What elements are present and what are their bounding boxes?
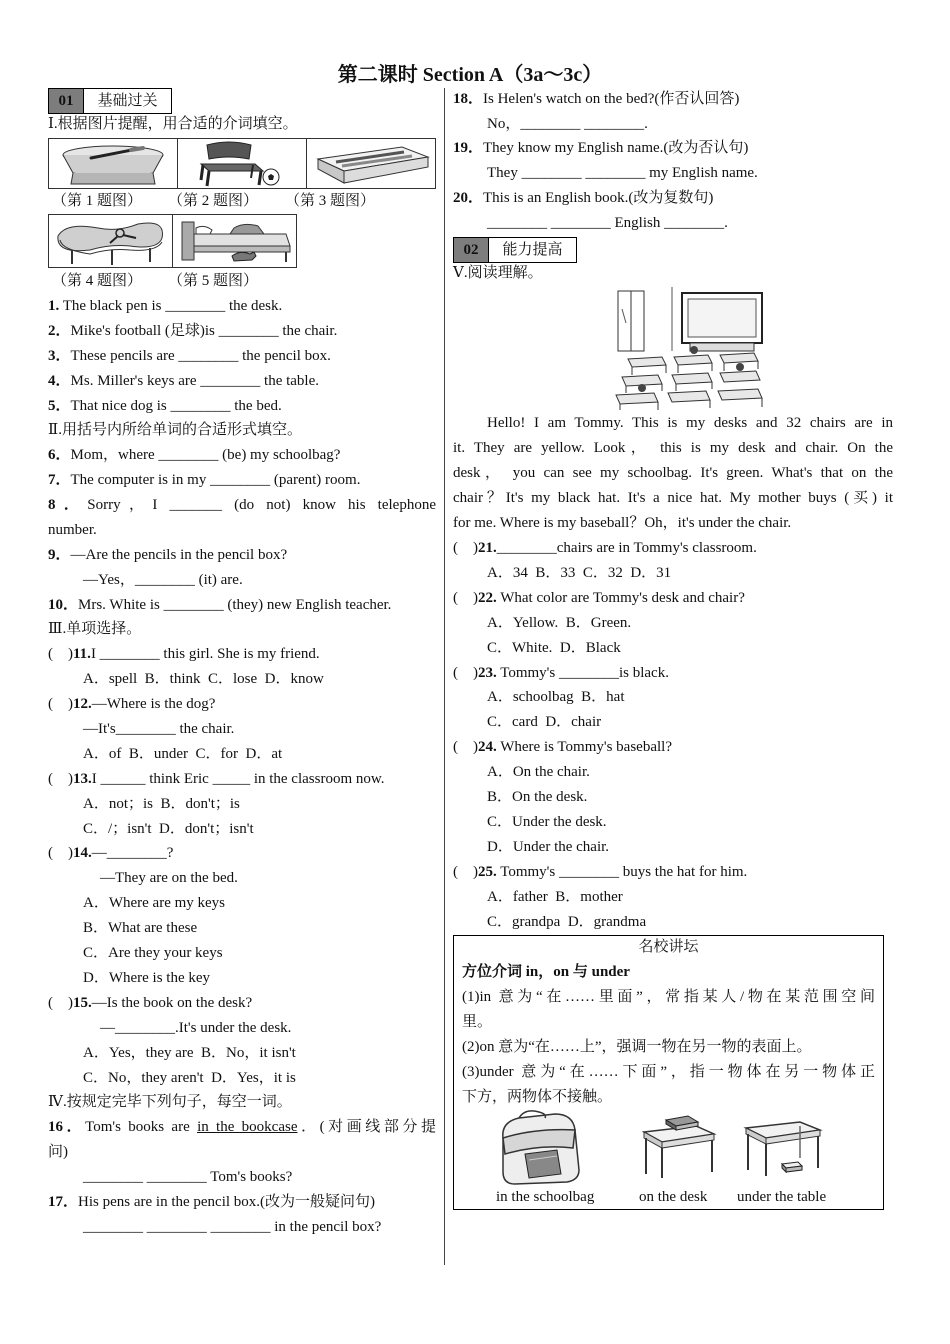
question-13: [48, 767, 384, 792]
question-16-answer-line: ________ ________ Tom's books?: [83, 1169, 293, 1185]
answer-paren: ( ): [48, 646, 73, 662]
question-7: [48, 468, 360, 493]
question-25: [453, 860, 747, 885]
section-4-heading: Ⅳ.按规定完毕下列句子，每空一词。: [48, 1094, 292, 1110]
question-3: [48, 344, 331, 369]
question-text: ________chairs are in Tommy's classroom.: [496, 540, 757, 556]
question-number: 6．: [48, 447, 71, 463]
tips-line-3: (2)on 意为“在……上”，强调一物在另一物的表面上。: [462, 1039, 812, 1055]
question-5: [48, 394, 282, 419]
question-19-answer-line: They ________ ________ my English name.: [487, 165, 758, 181]
tips-box-title: 名校讲坛: [638, 939, 699, 955]
question-number: 2．: [48, 323, 71, 339]
question-text: That nice dog is ________ the bed.: [70, 398, 282, 414]
passage-line-2: it. They are yellow. Look， this is my desk and chair. On the: [453, 440, 893, 456]
question-14: [48, 841, 173, 866]
picture-row-2: [48, 214, 297, 268]
question-19: [453, 136, 748, 161]
answer-paren: ( ): [48, 845, 73, 861]
section-2-heading: Ⅱ.用括号内所给单词的合适形式填空。: [48, 422, 302, 438]
question-14-option-a: A．Where are my keys: [83, 895, 226, 911]
tips-caption-under: under the table: [737, 1189, 827, 1205]
question-25-options-ab: A．father B．mother: [487, 889, 623, 905]
table-with-eraser-under-image: [742, 1118, 824, 1180]
tips-line-2: 里。: [462, 1014, 493, 1030]
question-24: [453, 735, 672, 760]
question-text: The black pen is ________ the desk.: [59, 298, 283, 314]
question-number: 21.: [478, 540, 497, 556]
question-18-answer-line: No，________ ________.: [487, 116, 648, 132]
question-text: His pens are in the pencil box.(改为一般疑问句): [78, 1194, 376, 1210]
underlined-phrase: in the bookcase: [197, 1119, 298, 1135]
bed-with-dog-image: [174, 216, 296, 267]
question-10: [48, 593, 391, 618]
schoolbag-image: [495, 1108, 585, 1188]
question-1: [48, 294, 282, 319]
caption-pic-4: （第 4 题图）: [52, 273, 143, 289]
question-2: [48, 319, 337, 344]
question-13-options-cd: C．/；isn't D．don't；isn't: [83, 821, 254, 837]
question-15: [48, 991, 252, 1016]
question-number: 11.: [73, 646, 91, 662]
question-14-option-c: C．Are they your keys: [83, 945, 223, 961]
question-number: 18．: [453, 91, 484, 107]
question-number: 17．: [48, 1194, 79, 1210]
question-15-reply: —________.It's under the desk.: [100, 1020, 292, 1036]
question-25-options-cd: C．grandpa D．grandma: [487, 914, 647, 930]
question-4: [48, 369, 319, 394]
question-15-options-ab: A．Yes，they are B．No，it isn't: [83, 1045, 296, 1061]
question-23: [453, 661, 669, 686]
section-1-heading: Ⅰ.根据图片提醒，用合适的介词填空。: [48, 116, 298, 132]
question-23-options-cd: C．card D．chair: [487, 714, 602, 730]
question-number: 23.: [478, 665, 497, 681]
caption-pic-5: （第 5 题图）: [168, 273, 259, 289]
answer-paren: ( ): [48, 771, 73, 787]
tips-caption-in: in the schoolbag: [496, 1189, 595, 1205]
passage-line-1: Hello! I am Tommy. This is my desks and 32 chairs are in: [487, 415, 893, 431]
question-text: Sorry，I _______ (do not) know his telephone: [87, 497, 436, 513]
question-13-options-ab: A．not；is B．don't；is: [83, 796, 240, 812]
question-number: 7．: [48, 472, 71, 488]
picture-row-1: [48, 138, 436, 189]
question-8-continued: number.: [48, 522, 97, 538]
question-number: 14.: [73, 845, 92, 861]
question-14-option-b: B．What are these: [83, 920, 198, 936]
tips-caption-on: on the desk: [639, 1189, 708, 1205]
question-8: [48, 493, 436, 518]
section-badge-basic: [48, 88, 172, 114]
question-text: Mike's football (足球)is ________ the chair.: [70, 323, 338, 339]
question-16-continued: 问): [48, 1144, 68, 1160]
badge-label: 能力提高: [502, 242, 563, 258]
question-text: —________?: [91, 845, 174, 861]
question-24-option-d: D．Under the chair.: [487, 839, 610, 855]
desk-with-book-image: [640, 1110, 718, 1180]
question-text: They know my English name.(改为否认句): [483, 140, 749, 156]
question-number: 4．: [48, 373, 71, 389]
desk-with-pen-image: [51, 140, 176, 187]
question-number: 9．: [48, 547, 71, 563]
question-number: 24.: [478, 739, 497, 755]
section-3-heading: Ⅲ.单项选择。: [48, 621, 142, 637]
question-text: Tommy's ________is black.: [496, 665, 669, 681]
question-text: Mom，where ________ (be) my schoolbag?: [70, 447, 341, 463]
badge-label: 基础过关: [97, 93, 158, 109]
badge-number: 02: [454, 238, 489, 262]
column-divider: [444, 88, 445, 1265]
question-text: Ms. Miller's keys are ________ the table.: [70, 373, 320, 389]
question-number: 20．: [453, 190, 484, 206]
question-instruction: ．(对画线部分提: [297, 1119, 436, 1135]
tips-box-subtitle: 方位介词 in，on 与 under: [462, 964, 630, 980]
question-text: —Is the book on the desk?: [91, 995, 253, 1011]
question-23-options-ab: A．schoolbag B．hat: [487, 689, 625, 705]
question-22-options-ab: A．Yellow. B．Green.: [487, 615, 632, 631]
question-text: —Where is the dog?: [91, 696, 216, 712]
table-with-keys-image: [50, 216, 171, 267]
answer-paren: ( ): [453, 864, 478, 880]
question-11: [48, 642, 320, 667]
pencil-box-image: [308, 140, 434, 187]
question-9-answer-line: —Yes，________ (it) are.: [83, 572, 243, 588]
question-21-options: A．34 B．33 C．32 D．31: [487, 565, 672, 581]
question-14-option-d: D．Where is the key: [83, 970, 211, 986]
question-number: 8．: [48, 497, 88, 513]
passage-line-5: for me. Where is my baseball？Oh，it's under the chair.: [453, 515, 792, 531]
page-title: 第二课时 Section A（3a～3c）: [337, 64, 603, 86]
section-badge-advanced: [453, 237, 577, 263]
answer-paren: ( ): [48, 995, 73, 1011]
question-24-option-a: A．On the chair.: [487, 764, 590, 780]
badge-number: 01: [49, 89, 84, 113]
question-number: 25.: [478, 864, 497, 880]
answer-paren: ( ): [48, 696, 73, 712]
question-text: Tom's books are: [85, 1119, 198, 1135]
question-6: [48, 443, 340, 468]
chair-with-football-image: [179, 140, 304, 187]
tips-line-5: 下方，两物体不接触。: [462, 1089, 613, 1105]
question-number: 10．: [48, 597, 79, 613]
question-17-answer-line: ________ ________ ________ in the pencil box?: [83, 1219, 382, 1235]
question-15-options-cd: C．No，they aren't D．Yes，it is: [83, 1070, 296, 1086]
question-number: 22.: [478, 590, 497, 606]
question-18: [453, 87, 739, 112]
question-text: The computer is in my ________ (parent) room.: [70, 472, 361, 488]
question-21: [453, 536, 757, 561]
answer-paren: ( ): [453, 665, 478, 681]
question-12-reply: —It's________ the chair.: [83, 721, 235, 737]
question-22: [453, 586, 745, 611]
question-number: 16．: [48, 1119, 86, 1135]
question-text: I ________ this girl. She is my friend.: [90, 646, 320, 662]
question-text: Where is Tommy's baseball?: [496, 739, 672, 755]
question-17: [48, 1190, 375, 1215]
passage-line-4: chair？It's my black hat. It's a nice hat. My mother buys (买) it: [453, 490, 893, 506]
question-number: 12.: [73, 696, 92, 712]
question-20-answer-line: ________ ________ English ________.: [487, 215, 728, 231]
question-22-options-cd: C．White. D．Black: [487, 640, 621, 656]
caption-pic-1: （第 1 题图）: [52, 193, 143, 209]
question-text: Mrs. White is ________ (they) new English teacher.: [78, 597, 392, 613]
tips-line-4: (3)under 意为“在……下面”，指一物体在另一物体正: [462, 1064, 875, 1080]
answer-paren: ( ): [453, 739, 478, 755]
question-number: 5．: [48, 398, 71, 414]
passage-line-3: desk， you can see my schoolbag. It's green. What's that on the: [453, 465, 893, 481]
question-text: I ______ think Eric _____ in the classroom now.: [91, 771, 385, 787]
question-14-reply: —They are on the bed.: [100, 870, 238, 886]
question-text: Is Helen's watch on the bed?(作否认回答): [483, 91, 740, 107]
question-number: 3．: [48, 348, 71, 364]
caption-pic-2: （第 2 题图）: [168, 193, 259, 209]
question-9: [48, 543, 287, 568]
answer-paren: ( ): [453, 590, 478, 606]
section-5-heading: Ⅴ.阅读理解。: [453, 265, 543, 281]
question-12-options: A．of B．under C．for D．at: [83, 746, 283, 762]
question-24-option-b: B．On the desk.: [487, 789, 588, 805]
caption-pic-3: （第 3 题图）: [285, 193, 376, 209]
question-text: These pencils are ________ the pencil box.: [70, 348, 331, 364]
question-12: [48, 692, 215, 717]
classroom-image: [612, 287, 767, 410]
question-text: What color are Tommy's desk and chair?: [496, 590, 745, 606]
question-16: [48, 1115, 436, 1140]
tips-line-1: (1)in 意为“在……里面”，常指某人/物在某范围空间: [462, 989, 875, 1005]
question-text: —Are the pencils in the pencil box?: [70, 547, 288, 563]
question-text: Tommy's ________ buys the hat for him.: [496, 864, 748, 880]
answer-paren: ( ): [453, 540, 478, 556]
question-11-options: A．spell B．think C．lose D．know: [83, 671, 324, 687]
question-number: 13.: [73, 771, 92, 787]
question-number: 19．: [453, 140, 484, 156]
question-text: This is an English book.(改为复数句): [483, 190, 714, 206]
question-20: [453, 186, 713, 211]
question-number: 1.: [48, 298, 60, 314]
question-number: 15.: [73, 995, 92, 1011]
question-24-option-c: C．Under the desk.: [487, 814, 607, 830]
